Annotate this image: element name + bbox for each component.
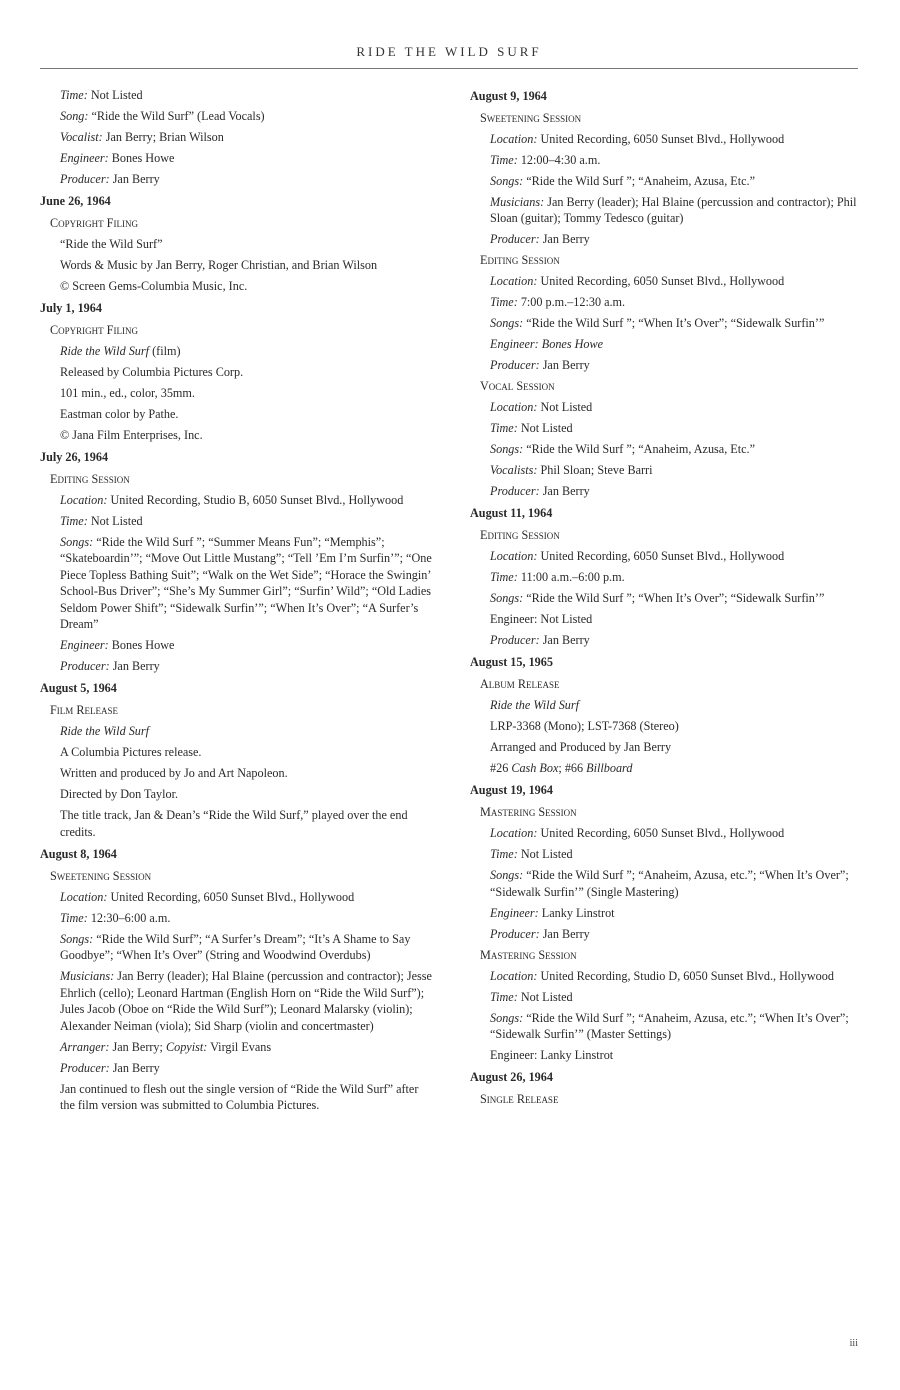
- field-label: Songs:: [490, 442, 524, 456]
- entry-detail: [60, 87, 432, 104]
- field-label: Location:: [490, 400, 538, 414]
- detail-text: Jan Berry;: [109, 1039, 166, 1054]
- entry-detail: [490, 846, 858, 863]
- detail-text: #26: [490, 761, 512, 775]
- detail-text: United Recording, 6050 Sunset Blvd., Hollywood: [537, 131, 785, 146]
- entry-date: [40, 449, 432, 466]
- entry-detail: [490, 315, 858, 332]
- detail-text: Not Listed: [537, 400, 593, 414]
- detail-text: © Jana Film Enterprises, Inc.: [60, 427, 203, 442]
- session-heading: [480, 110, 858, 127]
- field-label: Song:: [60, 108, 89, 123]
- entry-detail: [60, 257, 432, 274]
- detail-text: Editing Session: [480, 528, 560, 542]
- detail-text: Bones Howe: [108, 150, 175, 165]
- entry-detail: [60, 723, 432, 740]
- field-label: Location:: [60, 889, 108, 904]
- field-label: Time:: [490, 421, 518, 435]
- field-label: Time:: [490, 295, 518, 309]
- entry-detail: [60, 492, 432, 509]
- entry-detail: [60, 108, 432, 125]
- session-heading: [50, 215, 432, 232]
- detail-text: ; #66: [558, 761, 587, 775]
- field-label: Producer:: [490, 232, 540, 246]
- detail-text: August 5, 1964: [40, 681, 117, 695]
- detail-text: “Ride the Wild Surf ”; “Anaheim, Azusa, etc.”; “When It’s Over”; “Sidewalk Surfin’” (Single Mastering): [490, 868, 849, 899]
- session-heading: [480, 1091, 858, 1108]
- detail-text: Copyright Filing: [50, 215, 138, 230]
- detail-text: 7:00 p.m.–12:30 a.m.: [517, 295, 626, 309]
- detail-text: Written and produced by Jo and Art Napoleon.: [60, 766, 288, 780]
- detail-text: “Ride the Wild Surf ”; “Anaheim, Azusa, Etc.”: [523, 442, 755, 456]
- detail-text: Jan Berry: [539, 358, 590, 372]
- italic-title: Cash Box: [511, 761, 559, 775]
- entry-detail: [60, 364, 432, 381]
- field-label: Engineer:: [60, 150, 109, 165]
- field-label: Musicians:: [60, 969, 115, 983]
- entry-detail: [490, 905, 858, 922]
- entry-detail: [60, 385, 432, 402]
- field-label: Time:: [490, 989, 518, 1004]
- entry-detail: [490, 867, 858, 900]
- detail-text: Jan Berry: [539, 633, 590, 647]
- detail-text: “Ride the Wild Surf ”; “Anaheim, Azusa, Etc.”: [523, 173, 755, 188]
- detail-text: Sweetening Session: [480, 110, 582, 125]
- entry-detail: [60, 427, 432, 444]
- detail-text: Not Listed: [517, 989, 573, 1004]
- detail-text: Album Release: [480, 677, 560, 691]
- detail-text: Words & Music by Jan Berry, Roger Christian, and Brian Wilson: [60, 257, 378, 272]
- entry-detail: [490, 697, 858, 714]
- detail-text: Virgil Evans: [207, 1039, 272, 1054]
- detail-text: July 1, 1964: [40, 300, 102, 315]
- detail-text: August 11, 1964: [470, 506, 553, 520]
- entry-detail: [60, 889, 432, 906]
- field-label: Location:: [490, 131, 538, 146]
- detail-text: A Columbia Pictures release.: [60, 745, 202, 759]
- entry-date: [470, 505, 858, 522]
- header-rule: [40, 68, 858, 69]
- entry-detail: [60, 1039, 432, 1056]
- entry-detail: [490, 611, 858, 628]
- entry-detail: [490, 739, 858, 756]
- session-heading: [50, 702, 432, 719]
- detail-text: August 15, 1965: [470, 655, 553, 669]
- detail-text: June 26, 1964: [40, 193, 111, 208]
- detail-text: Single Release: [480, 1092, 559, 1106]
- field-label: Musicians:: [490, 194, 545, 209]
- entry-detail: [490, 152, 858, 169]
- detail-text: 12:30–6:00 a.m.: [87, 910, 171, 925]
- detail-text: United Recording, 6050 Sunset Blvd., Hollywood: [537, 826, 785, 840]
- detail-text: August 9, 1964: [470, 88, 547, 103]
- detail-text: Jan Berry: [109, 659, 160, 673]
- field-label: Songs:: [60, 931, 94, 946]
- left-column: [40, 82, 432, 1118]
- entry-detail: [490, 548, 858, 565]
- entry-detail: [490, 483, 858, 500]
- entry-detail: [490, 825, 858, 842]
- field-label: Producer:: [60, 1060, 110, 1075]
- detail-text: Jan Berry: [109, 171, 160, 186]
- detail-text: Editing Session: [50, 471, 130, 486]
- entry-date: [40, 300, 432, 317]
- entry-detail: [490, 231, 858, 248]
- field-label: Vocalists:: [490, 463, 538, 477]
- field-label: Engineer:: [60, 638, 109, 652]
- field-label: Producer:: [60, 171, 110, 186]
- entry-detail: [60, 910, 432, 927]
- detail-text: 11:00 a.m.–6:00 p.m.: [517, 570, 625, 584]
- session-heading: [480, 527, 858, 544]
- entry-detail: [490, 357, 858, 374]
- entry-detail: [60, 765, 432, 782]
- entry-detail: [490, 632, 858, 649]
- entry-detail: [490, 1010, 858, 1043]
- italic-title: Ride the Wild Surf: [490, 698, 580, 712]
- field-label: Location:: [490, 549, 538, 563]
- entry-detail: [60, 406, 432, 423]
- detail-text: Bones Howe: [108, 638, 175, 652]
- detail-text: Jan Berry: [539, 232, 590, 246]
- detail-text: Jan Berry; Brian Wilson: [102, 129, 224, 144]
- detail-text: Not Listed: [87, 87, 143, 102]
- field-label: Songs:: [490, 1010, 524, 1025]
- session-heading: [50, 471, 432, 488]
- entry-date: [40, 680, 432, 697]
- detail-text: “Ride the Wild Surf ”; “When It’s Over”; “Sidewalk Surfin’”: [523, 316, 825, 330]
- detail-text: Editing Session: [480, 253, 560, 267]
- field-label: Arranger:: [60, 1039, 110, 1054]
- entry-detail: [60, 1060, 432, 1077]
- entry-detail: [60, 931, 432, 964]
- entry-detail: [60, 129, 432, 146]
- field-label: Copyist:: [165, 1039, 208, 1054]
- detail-text: United Recording, 6050 Sunset Blvd., Hollywood: [537, 274, 785, 288]
- entry-detail: [60, 968, 432, 1034]
- detail-text: Copyright Filing: [50, 322, 138, 337]
- detail-text: August 19, 1964: [470, 783, 553, 797]
- session-heading: [480, 676, 858, 693]
- detail-text: “Ride the Wild Surf ”; “Summer Means Fun”; “Memphis”; “Skateboardin’”; “Move Out Little Mustang”; “Tell ’Em I’m Surfin’”; “One Piece Topless Bathing Suit”; “Walk on the Wet Side”; “Horace the Swingin’ School-Bus Driver”; “She’s My Summer Girl”; “Surfin’ Wild”; “Old Ladies Seldom Power Shift”; “Sidewalk Surfin’”; “When It’s Over”; “A Surfer’s Dream”: [60, 534, 432, 631]
- detail-text: United Recording, 6050 Sunset Blvd., Hollywood: [107, 889, 355, 904]
- detail-text: Sweetening Session: [50, 868, 152, 883]
- entry-detail: [60, 534, 432, 633]
- entry-detail: [490, 441, 858, 458]
- field-label: Time:: [60, 87, 88, 102]
- entry-date: [470, 88, 858, 105]
- field-label: Location:: [60, 492, 108, 507]
- detail-text: Jan continued to flesh out the single version of “Ride the Wild Surf” after the film version was submitted to Columbia Pictures.: [60, 1081, 419, 1112]
- entry-detail: [490, 131, 858, 148]
- entry-detail: [60, 343, 432, 360]
- entry-detail: [490, 173, 858, 190]
- detail-text: Mastering Session: [480, 805, 577, 819]
- entry-date: [470, 654, 858, 671]
- field-label: Producer:: [490, 358, 540, 372]
- detail-text: “Ride the Wild Surf ”; “Anaheim, Azusa, etc.”; “When It’s Over”; “Sidewalk Surfin’” (Master Settings): [490, 1010, 849, 1041]
- detail-text: July 26, 1964: [40, 449, 109, 464]
- entry-date: [40, 193, 432, 210]
- detail-text: Not Listed: [517, 421, 573, 435]
- entry-detail: [60, 513, 432, 530]
- field-label: Songs:: [490, 868, 524, 882]
- field-label: Songs:: [490, 173, 524, 188]
- detail-text: Jan Berry: [109, 1060, 160, 1075]
- entry-detail: [60, 637, 432, 654]
- italic-title: Ride the Wild Surf: [60, 343, 150, 358]
- field-label: Songs:: [60, 534, 94, 549]
- detail-text: Engineer: Not Listed: [490, 612, 593, 626]
- entry-detail: [490, 399, 858, 416]
- session-heading: [480, 804, 858, 821]
- entry-date: [470, 1069, 858, 1086]
- entry-detail: [490, 718, 858, 735]
- detail-text: “Ride the Wild Surf”; “A Surfer’s Dream”; “It’s A Shame to Say Goodbye”; “When It’s Over” (String and Woodwind Overdubs): [60, 931, 411, 962]
- field-label: Engineer:: [490, 905, 539, 920]
- detail-text: Released by Columbia Pictures Corp.: [60, 364, 244, 379]
- session-heading: [50, 868, 432, 885]
- page-number: iii: [849, 1338, 858, 1349]
- italic-title: Engineer: Bones Howe: [490, 337, 604, 351]
- detail-text: Not Listed: [87, 513, 143, 528]
- field-label: Time:: [490, 847, 518, 861]
- field-label: Producer:: [490, 633, 540, 647]
- entry-detail: [490, 569, 858, 586]
- detail-text: Phil Sloan; Steve Barri: [537, 463, 653, 477]
- detail-text: Vocal Session: [480, 379, 555, 393]
- entry-detail: [60, 744, 432, 761]
- session-heading: [480, 252, 858, 269]
- detail-text: (film): [149, 343, 181, 358]
- page-header-title: RIDE THE WILD SURF: [356, 44, 542, 59]
- field-label: Producer:: [490, 926, 540, 941]
- detail-text: “Ride the Wild Surf ”; “When It’s Over”; “Sidewalk Surfin’”: [523, 591, 825, 605]
- detail-text: Engineer: Lanky Linstrot: [490, 1048, 614, 1062]
- entry-detail: [490, 336, 858, 353]
- entry-date: [470, 782, 858, 799]
- field-label: Time:: [490, 570, 518, 584]
- italic-title: Ride the Wild Surf: [60, 724, 150, 738]
- detail-text: Film Release: [50, 703, 118, 717]
- detail-text: 12:00–4:30 a.m.: [517, 152, 601, 167]
- field-label: Songs:: [490, 591, 524, 605]
- field-label: Producer:: [60, 659, 110, 673]
- entry-detail: [490, 989, 858, 1006]
- entry-detail: [60, 807, 432, 840]
- detail-text: Eastman color by Pathe.: [60, 406, 179, 421]
- session-heading: [480, 947, 858, 964]
- detail-text: Directed by Don Taylor.: [60, 787, 179, 801]
- detail-text: Jan Berry: [539, 926, 590, 941]
- detail-text: United Recording, Studio B, 6050 Sunset Blvd., Hollywood: [107, 492, 404, 507]
- detail-text: © Screen Gems-Columbia Music, Inc.: [60, 278, 248, 293]
- entry-detail: [60, 658, 432, 675]
- entry-detail: [490, 273, 858, 290]
- session-heading: [480, 378, 858, 395]
- detail-text: Lanky Linstrot: [538, 905, 615, 920]
- field-label: Producer:: [490, 484, 540, 498]
- field-label: Location:: [490, 968, 538, 983]
- entry-detail: [60, 171, 432, 188]
- detail-text: August 26, 1964: [470, 1070, 553, 1084]
- session-heading: [50, 322, 432, 339]
- detail-text: United Recording, Studio D, 6050 Sunset Blvd., Hollywood: [537, 968, 834, 983]
- entry-date: [40, 846, 432, 863]
- entry-detail: [490, 462, 858, 479]
- entry-detail: [490, 760, 858, 777]
- right-column: [470, 82, 858, 1112]
- field-label: Location:: [490, 274, 538, 288]
- entry-detail: [60, 150, 432, 167]
- entry-detail: [490, 926, 858, 943]
- field-label: Location:: [490, 826, 538, 840]
- field-label: Vocalist:: [60, 129, 103, 144]
- detail-text: The title track, Jan & Dean’s “Ride the Wild Surf,” played over the end credits.: [60, 808, 408, 839]
- entry-detail: [490, 1047, 858, 1064]
- entry-detail: [60, 1081, 432, 1114]
- detail-text: August 8, 1964: [40, 846, 117, 861]
- detail-text: Not Listed: [517, 847, 573, 861]
- detail-text: 101 min., ed., color, 35mm.: [60, 385, 195, 400]
- entry-detail: [60, 236, 432, 253]
- entry-detail: [490, 420, 858, 437]
- detail-text: Jan Berry (leader); Hal Blaine (percussion and contractor); Jesse Ehrlich (cello); Leonard Hartman (English Horn on “Ride the Wild Surf”); Jules Jacob (Oboe on “Ride the Wild Surf”); Leonard Malarsky (violin); Alexander Neiman (viola); Sid Sharp (violin and concertmaster): [60, 969, 432, 1033]
- detail-text: Jan Berry (leader); Hal Blaine (percussion and contractor); Phil Sloan (guitar); Tommy Tedesco (guitar): [490, 194, 857, 225]
- field-label: Songs:: [490, 316, 524, 330]
- italic-title: Billboard: [586, 761, 633, 775]
- field-label: Time:: [490, 152, 518, 167]
- entry-detail: [60, 786, 432, 803]
- detail-text: United Recording, 6050 Sunset Blvd., Hollywood: [537, 549, 785, 563]
- entry-detail: [490, 194, 858, 227]
- detail-text: Mastering Session: [480, 947, 577, 962]
- entry-detail: [490, 294, 858, 311]
- entry-detail: [490, 590, 858, 607]
- detail-text: LRP-3368 (Mono); LST-7368 (Stereo): [490, 719, 679, 733]
- field-label: Time:: [60, 513, 88, 528]
- detail-text: Jan Berry: [539, 484, 590, 498]
- entry-detail: [490, 968, 858, 985]
- detail-text: “Ride the Wild Surf” (Lead Vocals): [88, 108, 265, 123]
- entry-detail: [60, 278, 432, 295]
- detail-text: “Ride the Wild Surf”: [60, 236, 163, 251]
- field-label: Time:: [60, 910, 88, 925]
- detail-text: Arranged and Produced by Jan Berry: [490, 740, 672, 754]
